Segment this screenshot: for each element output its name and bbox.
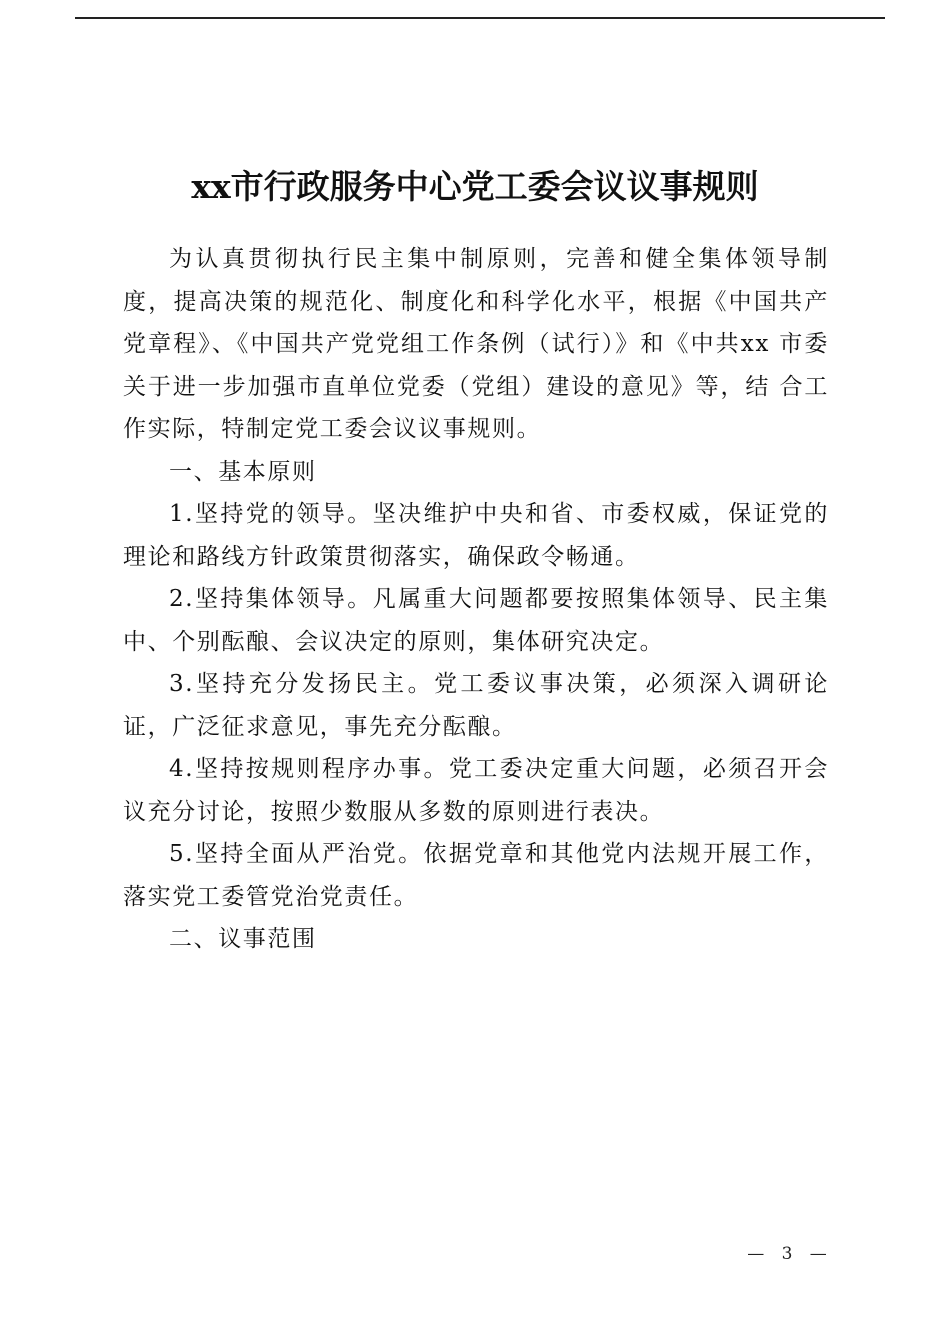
principle-item-2: 2.坚持集体领导。凡属重大问题都要按照集体领导、民主集中、个别酝酿、会议决定的原则，集体研究决定。 (123, 586, 829, 655)
document-body (123, 238, 829, 961)
principle-item-5: 5.坚持全面从严治党。依据党章和其他党内法规开展工作，落实党工委管党治党责任。 (123, 841, 829, 910)
principle-item-1: 1.坚持党的领导。坚决维护中央和省、市委权威，保证党的 理论和路线方针政策贯彻落实，确保政令畅通。 (123, 501, 829, 570)
page-number: — 3 — (747, 1244, 833, 1264)
document-title: xx市行政服务中心党工委会议议事规则 (191, 167, 759, 206)
principle-item-3: 3.坚持充分发扬民主。党工委议事决策，必须深入调研论证，广泛征求意见，事先充分酝酿。 (123, 671, 829, 740)
intro-paragraph: 为认真贯彻执行民主集中制原则，完善和健全集体领导制度，提高决策的规范化、制度化和科学化水平，根据《中国共产 党章程》、《中国共产党党组工作条例（试行）》和《中共xx 市委关于进一步加强市直单位党委（党组）建设的意见》等，结 合工作实际，特制定党工委会议议事规则。 (123, 246, 829, 442)
principle-item-4: 4.坚持按规则程序办事。党工委决定重大问题，必须召开会 议充分讨论，按照少数服从多数的原则进行表决。 (123, 756, 829, 825)
header-rule (75, 17, 885, 19)
section-heading-scope: 二、议事范围 (169, 926, 317, 952)
section-heading-basic-principles: 一、基本原则 (169, 458, 317, 485)
